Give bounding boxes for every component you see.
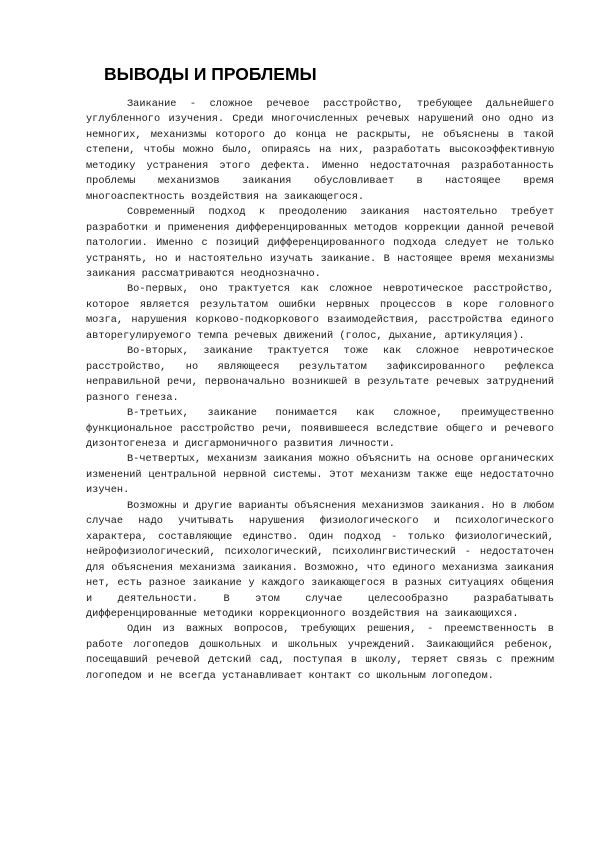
paragraph-3: Во-первых, оно трактуется как сложное невротическое расстройство, которое является результатом ошибки нервных процессов в коре головного мозга, нарушения корково-подкоркового взаимодействия, расстройства единого авторегулируемого темпа речевых движений (голос, дыхание, артикуляция).	[86, 283, 554, 342]
paragraph-8: Один из важных вопросов, требующих решения, - преемственность в работе логопедов дошкольных и школьных учреждений. Заикающийся ребенок, посещавший речевой детский сад, поступая в школу, теряет связь с прежним логопедом и не всегда устанавливает контакт со школьным логопедом.	[86, 623, 554, 682]
paragraph-2: Современный подход к преодолению заикания настоятельно требует разработки и применения дифференцированных методов коррекции данной речевой патологии. Именно с позиций дифференцированного подхода следует не только устранять, но и настоятельно изучать заикание. В настоящее время механизмы заикания рассматриваются неоднозначно.	[86, 206, 554, 280]
paragraph-1: Заикание - сложное речевое расстройство, требующее дальнейшего углубленного изучения. Среди многочисленных речевых нарушений оно одно из немногих, механизмы которого до конца не раскрыты, не объяснены в такой степени, чтобы можно было, опираясь на них, разработать высокоэффективную методику устранения этого дефекта. Именно недостаточная разработанность проблемы механизмов заикания обусловливает в настоящее время многоаспектность воздействия на заикающегося.	[86, 98, 554, 203]
paragraph-7: Возможны и другие варианты объяснения механизмов заикания. Но в любом случае надо учитывать нарушения физиологического и психологического характера, составляющие единство. Один подход - только физиологический, нейрофизиологический, психологический, психолингвистический - недостаточен для объяснения механизма заикания. Возможно, что единого механизма заикания нет, есть разное заикание у каждого заикающегося в разных ситуациях общения и деятельности. В этом случае целесообразно разрабатывать дифференцированные методики коррекционного воздействия на заикающихся.	[86, 499, 554, 620]
paragraph-4: Во-вторых, заикание трактуется тоже как сложное невротическое расстройство, но являющееся результатом зафиксированного рефлекса неправильной речи, первоначально возникшей в результате речевых затруднений разного генеза.	[86, 345, 554, 404]
document-body	[86, 97, 554, 684]
paragraph-6: В-четвертых, механизм заикания можно объяснить на основе органических изменений центральной нервной системы. Этот механизм также еще недостаточно изучен.	[86, 453, 554, 497]
document-title: ВЫВОДЫ И ПРОБЛЕМЫ	[104, 64, 317, 84]
paragraph-5: В-третьих, заикание понимается как сложное, преимущественно функциональное расстройство речи, появившееся вследствие общего и речевого дизонтогенеза и дисгармоничного развития личности.	[86, 407, 554, 450]
